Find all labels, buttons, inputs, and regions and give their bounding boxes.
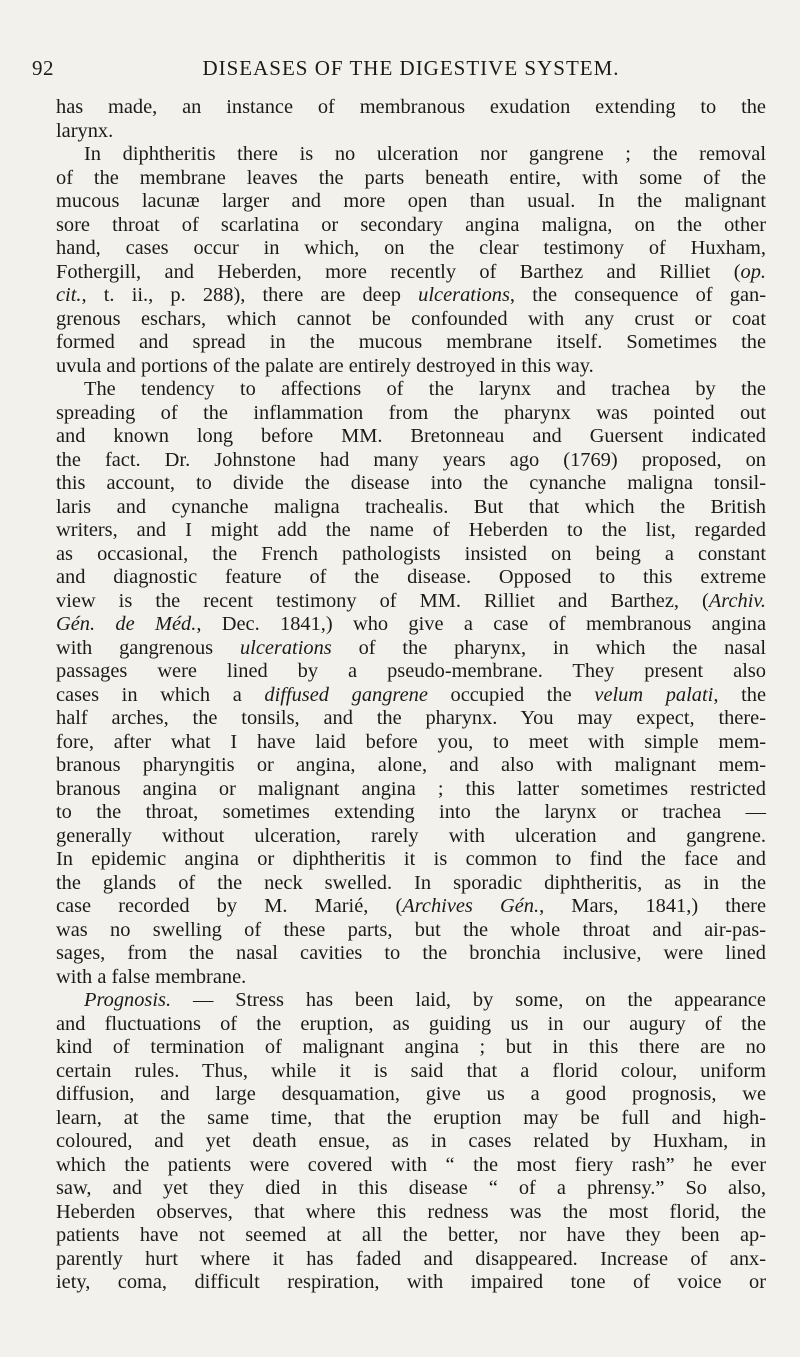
text-line: with a false membrane. [56,965,247,988]
text-line: generally without ulceration, rarely with ulceration and gangrene. [56,824,766,847]
text-line: to the throat, sometimes extending into the larynx or trachea — [56,801,766,823]
text-line: sore throat of scarlatina or secondary angina maligna, on the other [56,213,766,236]
page-header [32,56,766,86]
text-line: hand, cases occur in which, on the clear testimony of Huxham, [56,237,766,259]
text-line: half arches, the tonsils, and the pharynx. You may expect, there- [56,707,766,729]
text-line: cit., t. ii., p. 288), there are deep ulcerations, the consequence of gan- [56,284,767,306]
text-line: has made, an instance of membranous exudation extending to the [56,96,766,118]
text-line: spreading of the inflammation from the pharynx was pointed out [56,401,766,424]
text-line: and diagnostic feature of the disease. Opposed to this extreme [56,566,766,588]
text-line: iety, coma, difficult respiration, with impaired tone of voice or [56,1271,766,1293]
text-line: the glands of the neck swelled. In sporadic diphtheritis, as in the [56,871,766,894]
text-line: fore, after what I have laid before you, to meet with simple mem- [56,730,766,753]
text-line: branous pharyngitis or angina, alone, and also with malignant mem- [56,754,766,776]
text-line: The tendency to affections of the larynx and trachea by the [84,378,766,400]
text-line: certain rules. Thus, while it is said that a florid colour, uniform [56,1059,766,1082]
text-line: as occasional, the French pathologists insisted on being a constant [56,542,766,565]
text-line: coloured, and yet death ensue, as in cases related by Huxham, in [56,1130,766,1152]
text-line: laris and cynanche maligna trachealis. But that which the British [56,495,766,518]
text-line: larynx. [56,119,114,142]
text-line: learn, at the same time, that the eruption may be full and high- [56,1106,766,1129]
text-line: In epidemic angina or diphtheritis it is common to find the face and [56,848,766,870]
text-line: this account, to divide the disease into the cynanche maligna tonsil- [56,472,766,494]
text-line: Heberden observes, that where this redness was the most florid, the [56,1200,766,1223]
running-title: DISEASES OF THE DIGESTIVE SYSTEM. [202,56,620,80]
text-line: and fluctuations of the eruption, as guiding us in our augury of the [56,1012,766,1035]
text-line: view is the recent testimony of MM. Rilliet and Barthez, (Archiv. [56,589,766,612]
text-line: passages were lined by a pseudo-membrane. They present also [56,660,766,682]
text-line: formed and spread in the mucous membrane itself. Sometimes the [56,331,766,353]
page-number: 92 [32,56,54,80]
text-line: was no swelling of these parts, but the whole throat and air-pas- [56,918,766,941]
text-line: case recorded by M. Marié, (Archives Gén., Mars, 1841,) there [56,895,767,917]
text-line: saw, and yet they died in this disease “ of a phrensy.” So also, [56,1177,766,1199]
text-line: kind of termination of malignant angina ; but in this there are no [56,1036,766,1058]
text-line: mucous lacunæ larger and more open than usual. In the malignant [56,190,766,212]
text-line: and known long before MM. Bretonneau and Guersent indicated [56,425,766,447]
text-line: grenous eschars, which cannot be confounded with any crust or coat [56,307,766,330]
text-line: with gangrenous ulcerations of the pharynx, in which the nasal [56,636,766,659]
book-page [32,56,767,1295]
text-line: diffusion, and large desquamation, give us a good prognosis, we [56,1083,766,1105]
text-line: Fothergill, and Heberden, more recently of Barthez and Rilliet (op. [56,260,766,283]
text-line: parently hurt where it has faded and disappeared. Increase of anx- [56,1247,766,1270]
text-line: Prognosis. — Stress has been laid, by some, on the appearance [84,989,766,1011]
text-line: Gén. de Méd., Dec. 1841,) who give a case of membranous angina [56,613,766,635]
text-line: writers, and I might add the name of Heberden to the list, regarded [56,519,766,541]
text-line: the fact. Dr. Johnstone had many years ago (1769) proposed, on [56,448,766,471]
text-line: branous angina or malignant angina ; this latter sometimes restricted [56,777,766,800]
text-line: In diphtheritis there is no ulceration nor gangrene ; the removal [84,143,766,165]
text-line: uvula and portions of the palate are entirely destroyed in this way. [56,354,594,377]
text-line: of the membrane leaves the parts beneath entire, with some of the [56,166,766,189]
text-line: patients have not seemed at all the better, nor have they been ap- [56,1224,766,1246]
text-line: cases in which a diffused gangrene occupied the velum palati, the [56,683,766,706]
text-line: sages, from the nasal cavities to the bronchia inclusive, were lined [56,942,766,964]
body-text [56,96,766,1295]
text-line: which the patients were covered with “ the most fiery rash” he ever [56,1153,766,1176]
